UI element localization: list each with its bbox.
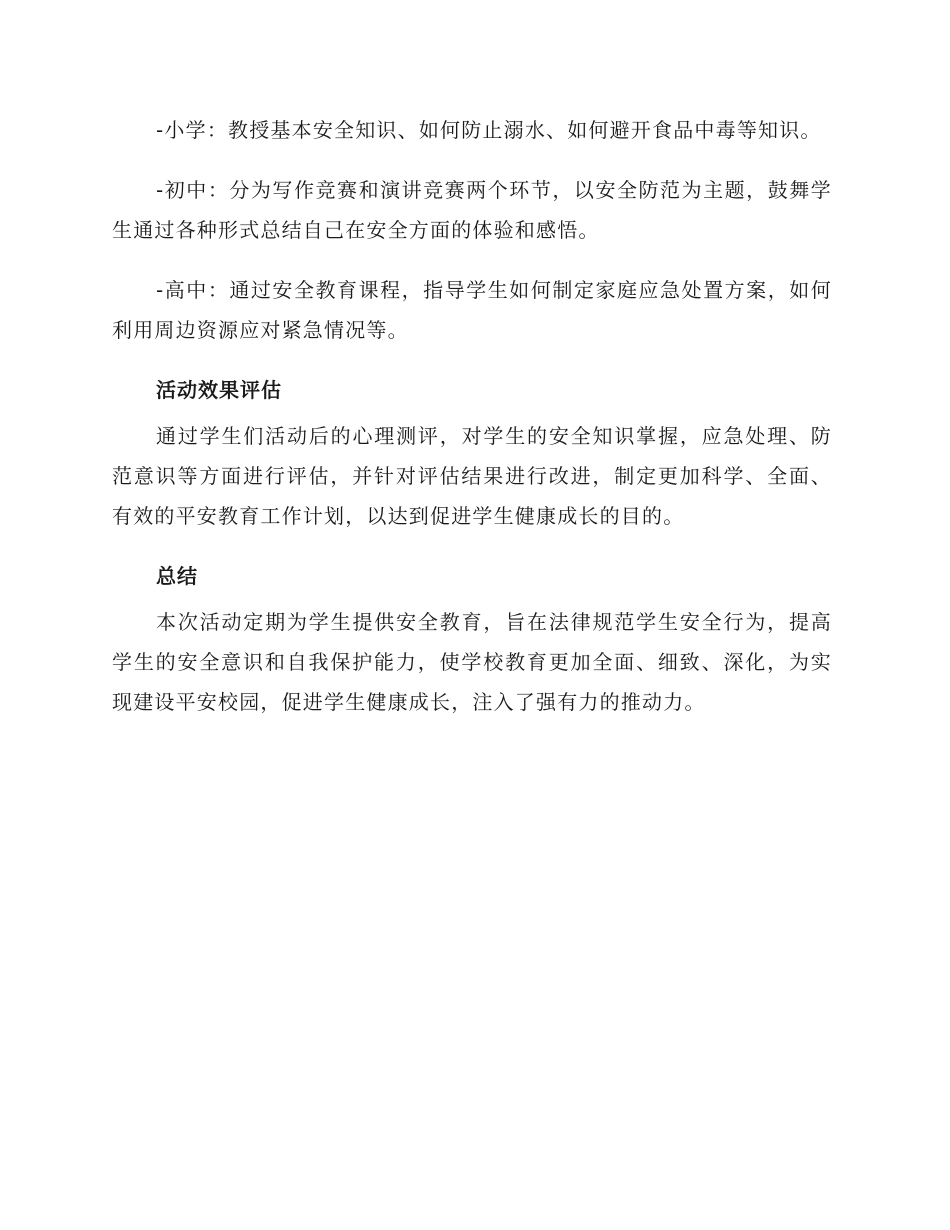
paragraph-primary-school: -小学：教授基本安全知识、如何防止溺水、如何避开食品中毒等知识。 <box>156 118 822 142</box>
paragraph-middle-school: -初中：分为写作竞赛和演讲竞赛两个环节，以安全防范为主题，鼓舞学生通过各种形式总结自己在安全方面的体验和感悟。 <box>112 178 832 242</box>
paragraph-summary: 本次活动定期为学生提供安全教育，旨在法律规范学生安全行为，提高学生的安全意识和自我保护能力，使学校教育更加全面、细致、深化，为实现建设平安校园，促进学生健康成长，注入了强有力的推动力。 <box>112 610 832 714</box>
document-body <box>112 110 832 742</box>
paragraph-activity-evaluation: 通过学生们活动后的心理测评，对学生的安全知识掌握，应急处理、防范意识等方面进行评估，并针对评估结果进行改进，制定更加科学、全面、有效的平安教育工作计划，以达到促进学生健康成长的目的。 <box>112 424 832 528</box>
heading-summary: 总结 <box>156 564 198 588</box>
paragraph-high-school: -高中：通过安全教育课程，指导学生如何制定家庭应急处置方案，如何利用周边资源应对紧急情况等。 <box>112 278 832 342</box>
heading-activity-evaluation: 活动效果评估 <box>156 378 282 402</box>
